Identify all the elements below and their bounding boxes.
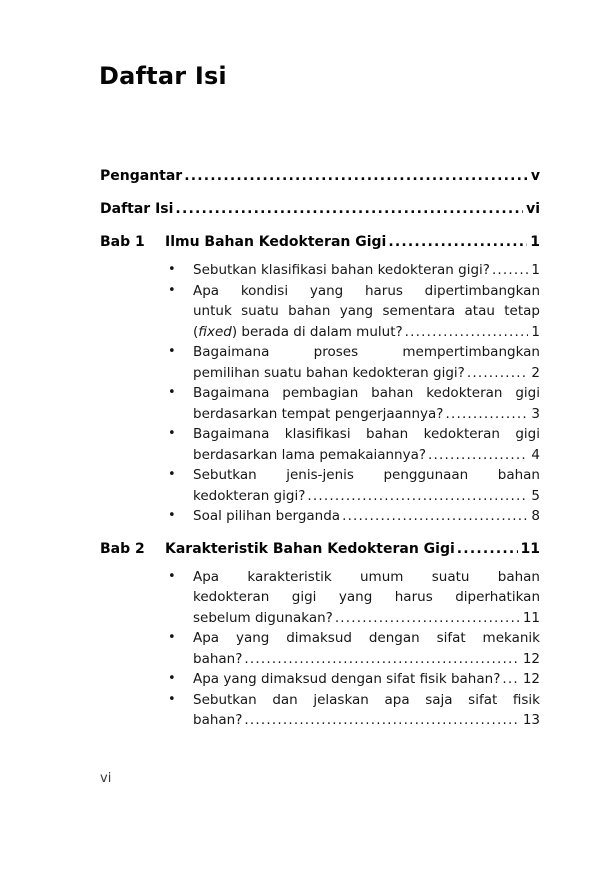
toc-question-entry <box>100 424 540 465</box>
entry-text: Apa yang dimaksud dengan sifat mekanik <box>193 630 540 646</box>
entry-text: kedokteran gigi? <box>193 487 306 504</box>
bullet-icon: • <box>168 385 176 400</box>
page-number: v <box>530 168 540 184</box>
entry-body <box>193 465 540 506</box>
entry-text: untuk suatu bahan yang sementara atau tetap <box>193 303 540 319</box>
leader-dots <box>175 198 523 220</box>
entry-text: Apa kondisi yang harus dipertimbangkan <box>193 282 540 299</box>
toc-question-entry <box>100 260 540 281</box>
toc-chapter-entry <box>100 538 540 560</box>
leader-dots <box>502 669 519 690</box>
entry-body <box>193 506 540 527</box>
entry-text: Apa karakteristik umum suatu bahan <box>193 568 540 585</box>
bullet-icon: • <box>168 282 176 298</box>
entry-line <box>193 669 500 690</box>
entry-last-line <box>193 260 540 281</box>
leader-dots <box>457 538 518 560</box>
entry-last-line <box>193 363 540 384</box>
entry-last-line <box>193 322 540 343</box>
leader-dots <box>405 322 529 343</box>
entry-line <box>193 587 540 608</box>
page-number: 3 <box>531 405 540 422</box>
bullet-icon: • <box>168 467 176 482</box>
entry-last-line <box>193 404 540 425</box>
entry-text: berdasarkan lama pemakaiannya? <box>193 446 427 463</box>
toc-front-entry <box>100 198 540 220</box>
toc-question-entry <box>100 383 540 424</box>
entry-text: ) berada di dalam mulut? <box>231 323 403 340</box>
entry-body <box>193 669 540 690</box>
entry-title: Karakteristik Bahan Kedokteran Gigi <box>165 540 455 557</box>
entry-text: Bagaimana klasifikasi bahan kedokteran gigi <box>193 426 540 442</box>
page-number: 12 <box>522 650 540 667</box>
toc-question-entry <box>100 506 540 527</box>
bullet-icon: • <box>168 344 176 359</box>
page-number: 2 <box>531 364 540 381</box>
entry-last-line <box>193 669 540 690</box>
entry-last-line <box>193 608 540 629</box>
entry-line <box>193 690 540 711</box>
page-number: vi <box>526 201 540 217</box>
toc-question-entry <box>100 281 540 343</box>
entry-line <box>193 424 540 445</box>
page-number: 1 <box>531 262 540 278</box>
entry-text: kedokteran gigi yang harus diperhatikan <box>193 589 540 605</box>
toc-question-entry <box>100 567 540 629</box>
page-number: 8 <box>531 508 540 524</box>
entry-body <box>193 383 540 424</box>
entry-line <box>193 628 540 649</box>
entry-text: Soal pilihan berganda <box>193 508 341 524</box>
bullet-icon: • <box>168 630 176 645</box>
entry-last-line <box>193 506 540 527</box>
page-number: 4 <box>531 446 540 463</box>
entry-body <box>193 260 540 281</box>
chapter-number-label: Bab 1 <box>100 234 145 250</box>
entry-title: Pengantar <box>100 168 183 184</box>
entry-line <box>193 260 490 281</box>
entry-line <box>193 486 305 507</box>
toc-question-entry <box>100 342 540 383</box>
entry-line <box>193 649 242 670</box>
leader-dots <box>388 231 527 253</box>
page-number: 1 <box>531 323 540 340</box>
entry-last-line <box>193 710 540 731</box>
entry-line <box>193 363 465 384</box>
toc-chapter-entry <box>100 231 540 253</box>
leader-dots <box>492 260 528 281</box>
entry-line <box>193 465 540 486</box>
toc-front-entry <box>100 165 540 187</box>
entry-text: sebelum digunakan? <box>193 609 333 626</box>
leader-dots <box>184 165 528 187</box>
entry-line <box>193 301 540 322</box>
entry-text: ( <box>193 323 199 340</box>
page-number: 11 <box>522 609 540 626</box>
entry-text: Sebutkan klasifikasi bahan kedokteran gigi? <box>193 262 490 278</box>
entry-line <box>193 567 540 588</box>
entry-text: bahan? <box>193 712 243 728</box>
entry-body <box>193 281 540 343</box>
bullet-icon: • <box>168 262 176 277</box>
page-number: 1 <box>530 234 540 250</box>
entry-line <box>193 710 242 731</box>
entry-body <box>193 424 540 465</box>
entry-text: Sebutkan jenis-jenis penggunaan bahan <box>193 467 540 483</box>
chapter-number-label: Bab 2 <box>100 540 145 557</box>
page-number: 12 <box>522 671 540 687</box>
bullet-icon: • <box>168 508 176 523</box>
entry-line <box>193 506 340 527</box>
toc-question-entry <box>100 690 540 731</box>
entry-line <box>193 404 443 425</box>
bullet-icon: • <box>168 691 176 707</box>
leader-dots <box>428 445 528 466</box>
leader-dots <box>335 608 520 629</box>
entry-text: pemilihan suatu bahan kedokteran gigi? <box>193 364 465 381</box>
toc-question-entry <box>100 465 540 506</box>
entry-line <box>193 322 403 343</box>
entry-line <box>193 342 540 363</box>
page-number: 5 <box>531 487 540 504</box>
entry-text: fixed <box>198 323 232 340</box>
entry-line <box>193 383 540 404</box>
entry-text: Bagaimana pembagian bahan kedokteran gigi <box>193 385 540 401</box>
entry-text: bahan? <box>193 650 243 667</box>
entry-body <box>193 690 540 731</box>
page-number: 11 <box>520 540 540 557</box>
bullet-icon: • <box>168 568 176 584</box>
leader-dots <box>467 363 529 384</box>
bullet-icon: • <box>168 426 176 441</box>
leader-dots <box>307 486 528 507</box>
bullet-icon: • <box>168 671 176 686</box>
footer-page-number: vi <box>100 771 112 786</box>
page-title: Daftar Isi <box>99 62 227 90</box>
entry-line <box>193 445 426 466</box>
entry-title: Ilmu Bahan Kedokteran Gigi <box>165 234 387 250</box>
entry-text: Apa yang dimaksud dengan sifat fisik bahan? <box>193 671 501 687</box>
entry-body <box>193 342 540 383</box>
toc-question-entry <box>100 669 540 690</box>
entry-last-line <box>193 486 540 507</box>
entry-last-line <box>193 649 540 670</box>
leader-dots <box>342 506 528 527</box>
entry-text: berdasarkan tempat pengerjaannya? <box>193 405 444 422</box>
entry-text: Sebutkan dan jelaskan apa saja sifat fisik <box>193 691 540 708</box>
entry-line <box>193 281 540 302</box>
leader-dots <box>244 649 519 670</box>
entry-title: Daftar Isi <box>100 201 174 217</box>
entry-text: Bagaimana proses mempertimbangkan <box>193 344 540 360</box>
leader-dots <box>445 404 528 425</box>
entry-body <box>193 628 540 669</box>
entry-last-line <box>193 445 540 466</box>
page-number: 13 <box>522 712 540 728</box>
table-of-contents <box>100 165 540 731</box>
entry-line <box>193 608 333 629</box>
entry-body <box>193 567 540 629</box>
toc-question-entry <box>100 628 540 669</box>
leader-dots <box>244 710 519 731</box>
